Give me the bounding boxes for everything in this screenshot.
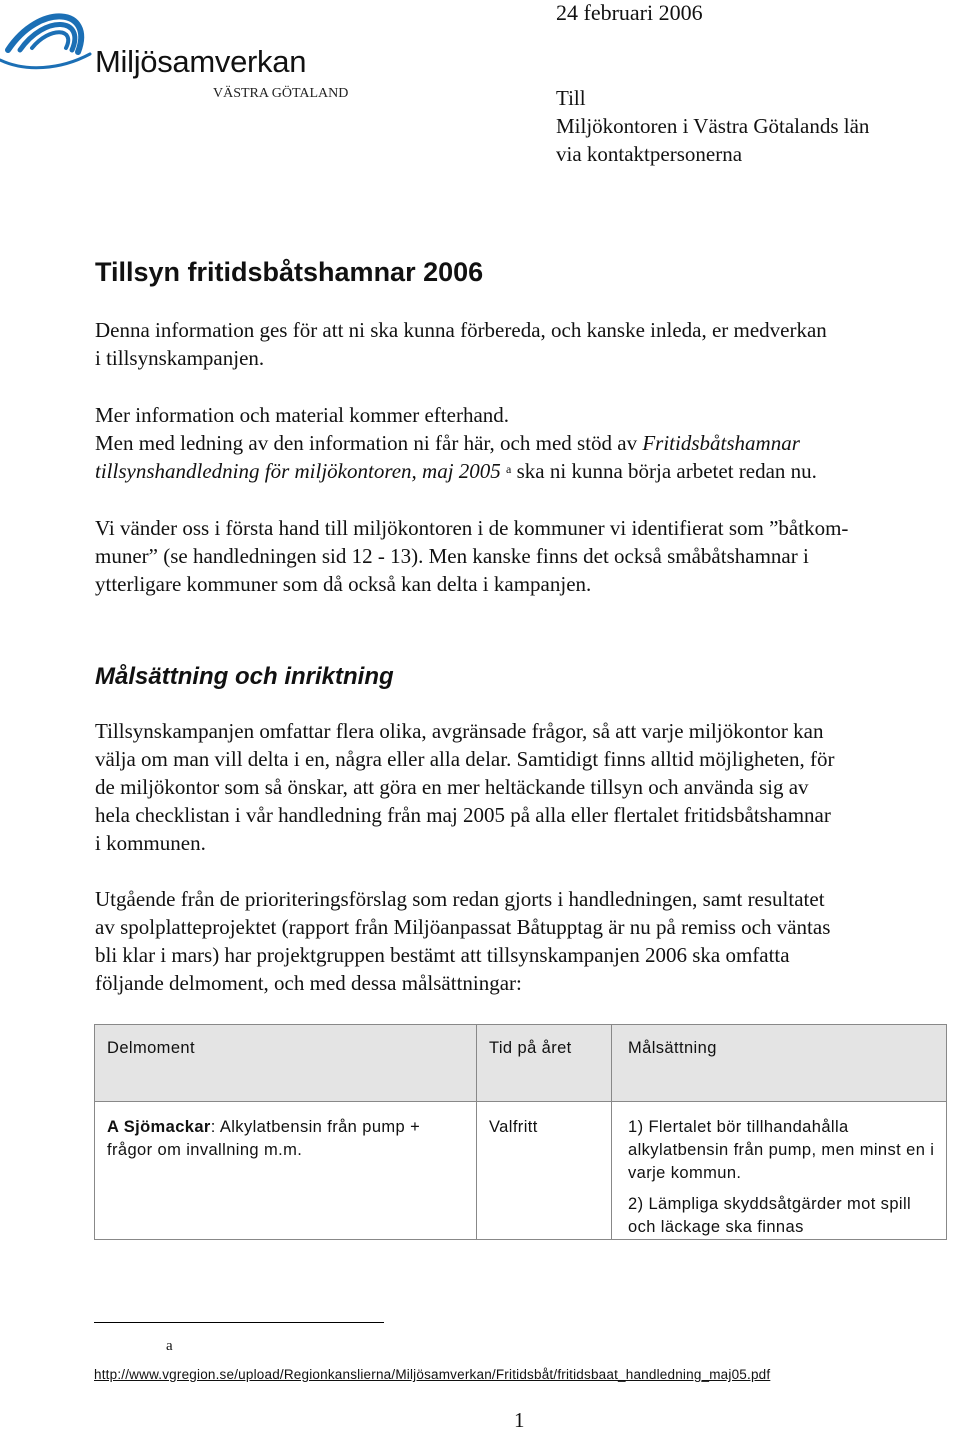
miljosamverkan-logo-mark xyxy=(0,0,100,80)
goal-2: 2) Lämpliga skyddsåtgärder mot spill och läckage ska finnas xyxy=(628,1195,912,1236)
section-heading: Målsättning och inriktning xyxy=(95,663,394,690)
text-line xyxy=(95,429,945,457)
text-line: Utgående från de prioriteringsförslag som redan gjorts i handledningen, samt resultatet xyxy=(95,887,825,911)
text-line xyxy=(95,457,945,485)
text-line: muner” (se handledningen sid 12 - 13). Men kanske finns det också småbåtshamnar i xyxy=(95,544,809,568)
section-paragraph-2 xyxy=(95,885,945,997)
footnote-divider xyxy=(94,1322,384,1323)
text-line: bli klar i mars) har projektgruppen bestämt att tillsynskampanjen 2006 ska omfatta xyxy=(95,943,790,967)
text-span: ska ni kunna börja arbetet redan nu. xyxy=(511,459,817,483)
cell-malsattning xyxy=(612,1102,947,1240)
text-span: Men med ledning av den information ni får här, och med stöd av xyxy=(95,431,643,455)
header-tid: Tid på året xyxy=(477,1025,612,1102)
intro-paragraph-1 xyxy=(95,316,945,372)
footnote-ref[interactable]: a xyxy=(506,462,512,476)
letter-date: 24 februari 2006 xyxy=(556,0,703,25)
text-line: i tillsynskampanjen. xyxy=(95,346,265,370)
text-line: av spolplatteprojektet (rapport från Miljöanpassat Båtupptag är nu på remiss och väntas xyxy=(95,915,831,939)
logo-name: Miljösamverkan xyxy=(95,44,307,79)
text-line: Denna information ges för att ni ska kunna förbereda, och kanske inleda, er medverkan xyxy=(95,318,827,342)
handbook-title: Fritidsbåtshamnar xyxy=(642,431,800,455)
text-line: följande delmoment, och med dessa målsättningar: xyxy=(95,971,522,995)
text-line: Tillsynskampanjen omfattar flera olika, avgränsade frågor, så att varje miljökontor kan xyxy=(95,719,824,743)
goals-table xyxy=(94,1024,947,1240)
header-delmoment: Delmoment xyxy=(95,1025,477,1102)
cell-tid: Valfritt xyxy=(477,1102,612,1240)
document-title: Tillsyn fritidsbåtshamnar 2006 xyxy=(95,257,484,287)
header-malsattning: Målsättning xyxy=(612,1025,947,1102)
delmoment-name: A Sjömackar xyxy=(107,1118,211,1136)
goal-1: 1) Flertalet bör tillhandahålla alkylatbensin från pump, men minst en i varje kommun. xyxy=(628,1118,935,1182)
section-paragraph-1 xyxy=(95,717,945,857)
intro-paragraph-3 xyxy=(95,514,945,598)
text-line: välja om man vill delta i en, några eller alla delar. Samtidigt finns alltid möjligheten, för xyxy=(95,747,835,771)
text-line: hela checklistan i vår handledning från maj 2005 på alla eller flertalet fritidsbåtshamnar xyxy=(95,803,831,827)
text-line: i kommunen. xyxy=(95,831,206,855)
table-header-row xyxy=(95,1025,947,1102)
page-number: 1 xyxy=(514,1408,525,1432)
table-row xyxy=(95,1102,947,1240)
intro-paragraph-2 xyxy=(95,401,945,485)
cell-delmoment xyxy=(95,1102,477,1240)
recipient-line: via kontaktpersonerna xyxy=(556,142,743,166)
text-line: de miljökontor som så önskar, att göra en mer heltäckande tillsyn och använda sig av xyxy=(95,775,809,799)
footnote-mark: a xyxy=(166,1338,173,1354)
handbook-title-cont: tillsynshandledning för miljökontoren, maj 2005 xyxy=(95,459,501,483)
text-line: Vi vänder oss i första hand till miljökontoren i de kommuner vi identifierat som ”båtkom- xyxy=(95,516,849,540)
recipient-line: Till xyxy=(556,86,586,110)
footnote-link[interactable]: http://www.vgregion.se/upload/Regionkanslierna/Miljösamverkan/Fritidsbåt/fritidsbaat_handledning_maj05.pdf xyxy=(94,1367,771,1382)
recipient-block xyxy=(556,84,869,168)
delmoment-desc: : Alkylatbensin från pump + frågor om invallning m.m. xyxy=(107,1118,421,1159)
text-line: ytterligare kommuner som då också kan delta i kampanjen. xyxy=(95,572,592,596)
text-line: Mer information och material kommer efterhand. xyxy=(95,403,510,427)
recipient-line: Miljökontoren i Västra Götalands län xyxy=(556,114,870,138)
logo-region: VÄSTRA GÖTALAND xyxy=(213,86,349,101)
